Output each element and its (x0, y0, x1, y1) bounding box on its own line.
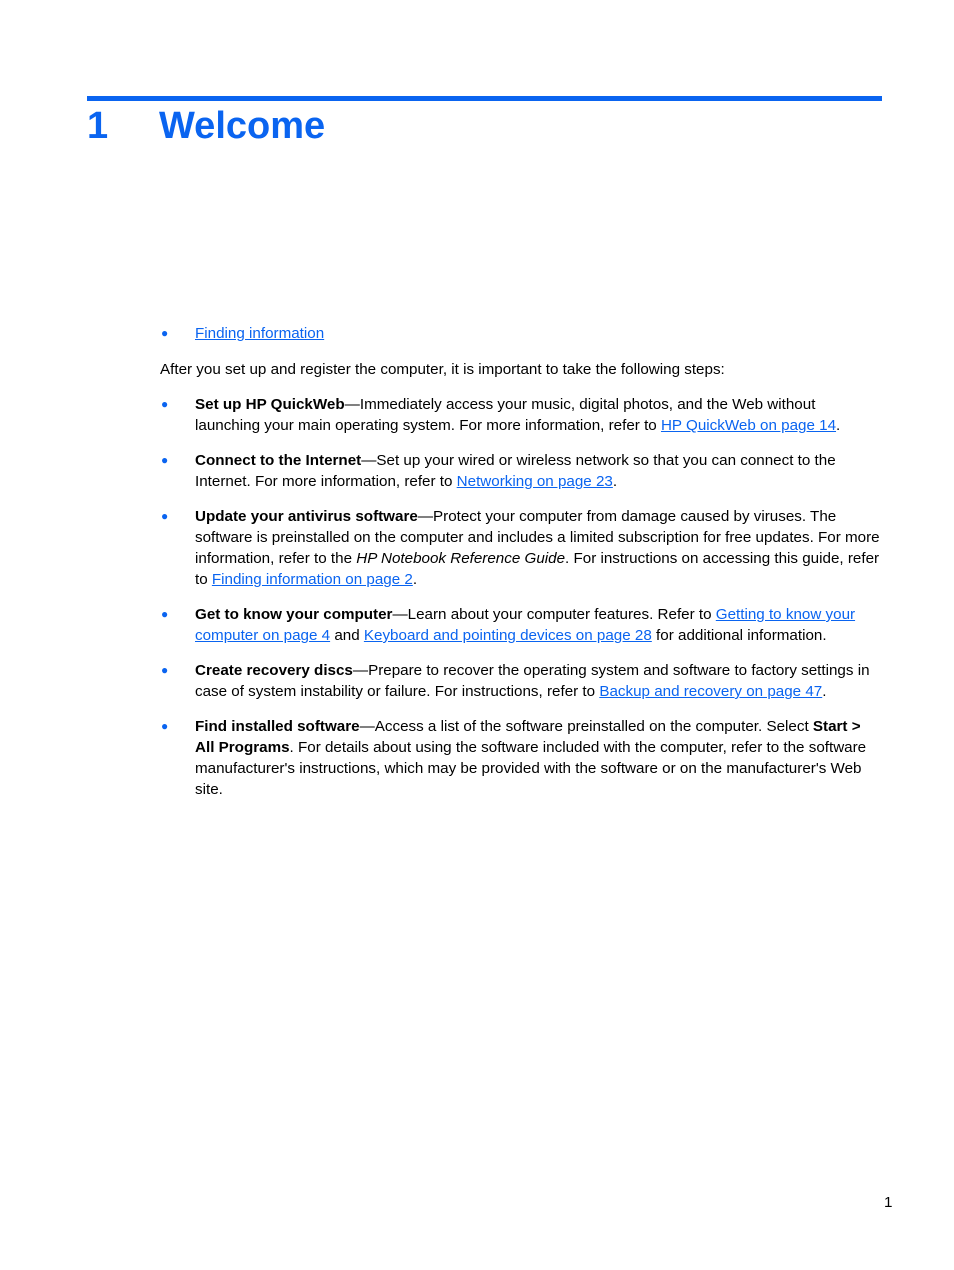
step-text: and (330, 627, 364, 644)
bullet-icon: ● (161, 326, 169, 340)
list-item-antivirus (160, 506, 882, 590)
chapter-rule (87, 96, 882, 101)
list-item-internet (160, 450, 882, 492)
step-text: . (612, 473, 618, 490)
bullet-icon: ● (161, 453, 169, 467)
link-keyboard-pointing[interactable]: Keyboard and pointing devices on page 28 (363, 627, 652, 644)
chapter-number: 1 (87, 105, 109, 147)
step-title: Find installed software (195, 718, 360, 735)
step-text: . For instructions on accessing this guide, refer to (195, 550, 880, 588)
step-text: —Protect your computer from damage caused by viruses. The software is preinstalled on the computer and includes a limited subscription for free updates. For more information, refer to the (195, 508, 880, 567)
guide-title: HP Notebook Reference Guide (356, 550, 566, 567)
link-hp-quickweb[interactable]: HP QuickWeb on page 14 (660, 417, 837, 434)
step-text: —Immediately access your music, digital photos, and the Web without launching your main operating system. For more information, refer to (195, 396, 816, 434)
step-text: . (412, 571, 418, 588)
intro-paragraph: After you set up and register the computer, it is important to take the following steps: (160, 361, 725, 378)
step-title: Set up HP QuickWeb (195, 396, 345, 413)
list-item-know-computer (160, 604, 882, 646)
step-title: Create recovery discs (195, 662, 353, 679)
page-number: 1 (884, 1194, 893, 1211)
link-getting-to-know[interactable]: Getting to know your computer on page 4 (195, 606, 856, 644)
steps-list (160, 394, 882, 814)
step-title: Connect to the Internet (195, 452, 362, 469)
step-text: —Access a list of the software preinstalled on the computer. Select (359, 718, 813, 735)
list-item-quickweb (160, 394, 882, 436)
bullet-icon: ● (161, 663, 169, 677)
list-item-recovery (160, 660, 882, 702)
chapter-title: Welcome (159, 105, 326, 147)
step-text: . (822, 683, 827, 700)
link-networking[interactable]: Networking on page 23 (456, 473, 613, 490)
menu-path: Start > All Programs (195, 718, 861, 756)
step-title: Get to know your computer (195, 606, 393, 623)
list-item-software (160, 716, 882, 800)
bullet-icon: ● (161, 607, 169, 621)
link-finding-information[interactable]: Finding information on page 2 (211, 571, 413, 588)
step-text: . For details about using the software included with the computer, refer to the software manufacturer's instructions, which may be provided with the software or on the manufacturer's Web site. (195, 739, 867, 798)
bullet-icon: ● (161, 509, 169, 523)
toc-item (160, 323, 860, 344)
step-text: . (836, 417, 841, 434)
step-text: —Set up your wired or wireless network so that you can connect to the Internet. For more information, refer to (195, 452, 836, 490)
bullet-icon: ● (161, 397, 169, 411)
toc-link-finding-information[interactable]: Finding information (195, 325, 325, 342)
link-backup-recovery[interactable]: Backup and recovery on page 47 (599, 683, 823, 700)
step-text: for additional information. (651, 627, 827, 644)
step-text: —Prepare to recover the operating system and software to factory settings in case of system instability or failure. For instructions, refer to (195, 662, 870, 700)
bullet-icon: ● (161, 719, 169, 733)
step-text: —Learn about your computer features. Refer to (392, 606, 716, 623)
step-title: Update your antivirus software (195, 508, 418, 525)
